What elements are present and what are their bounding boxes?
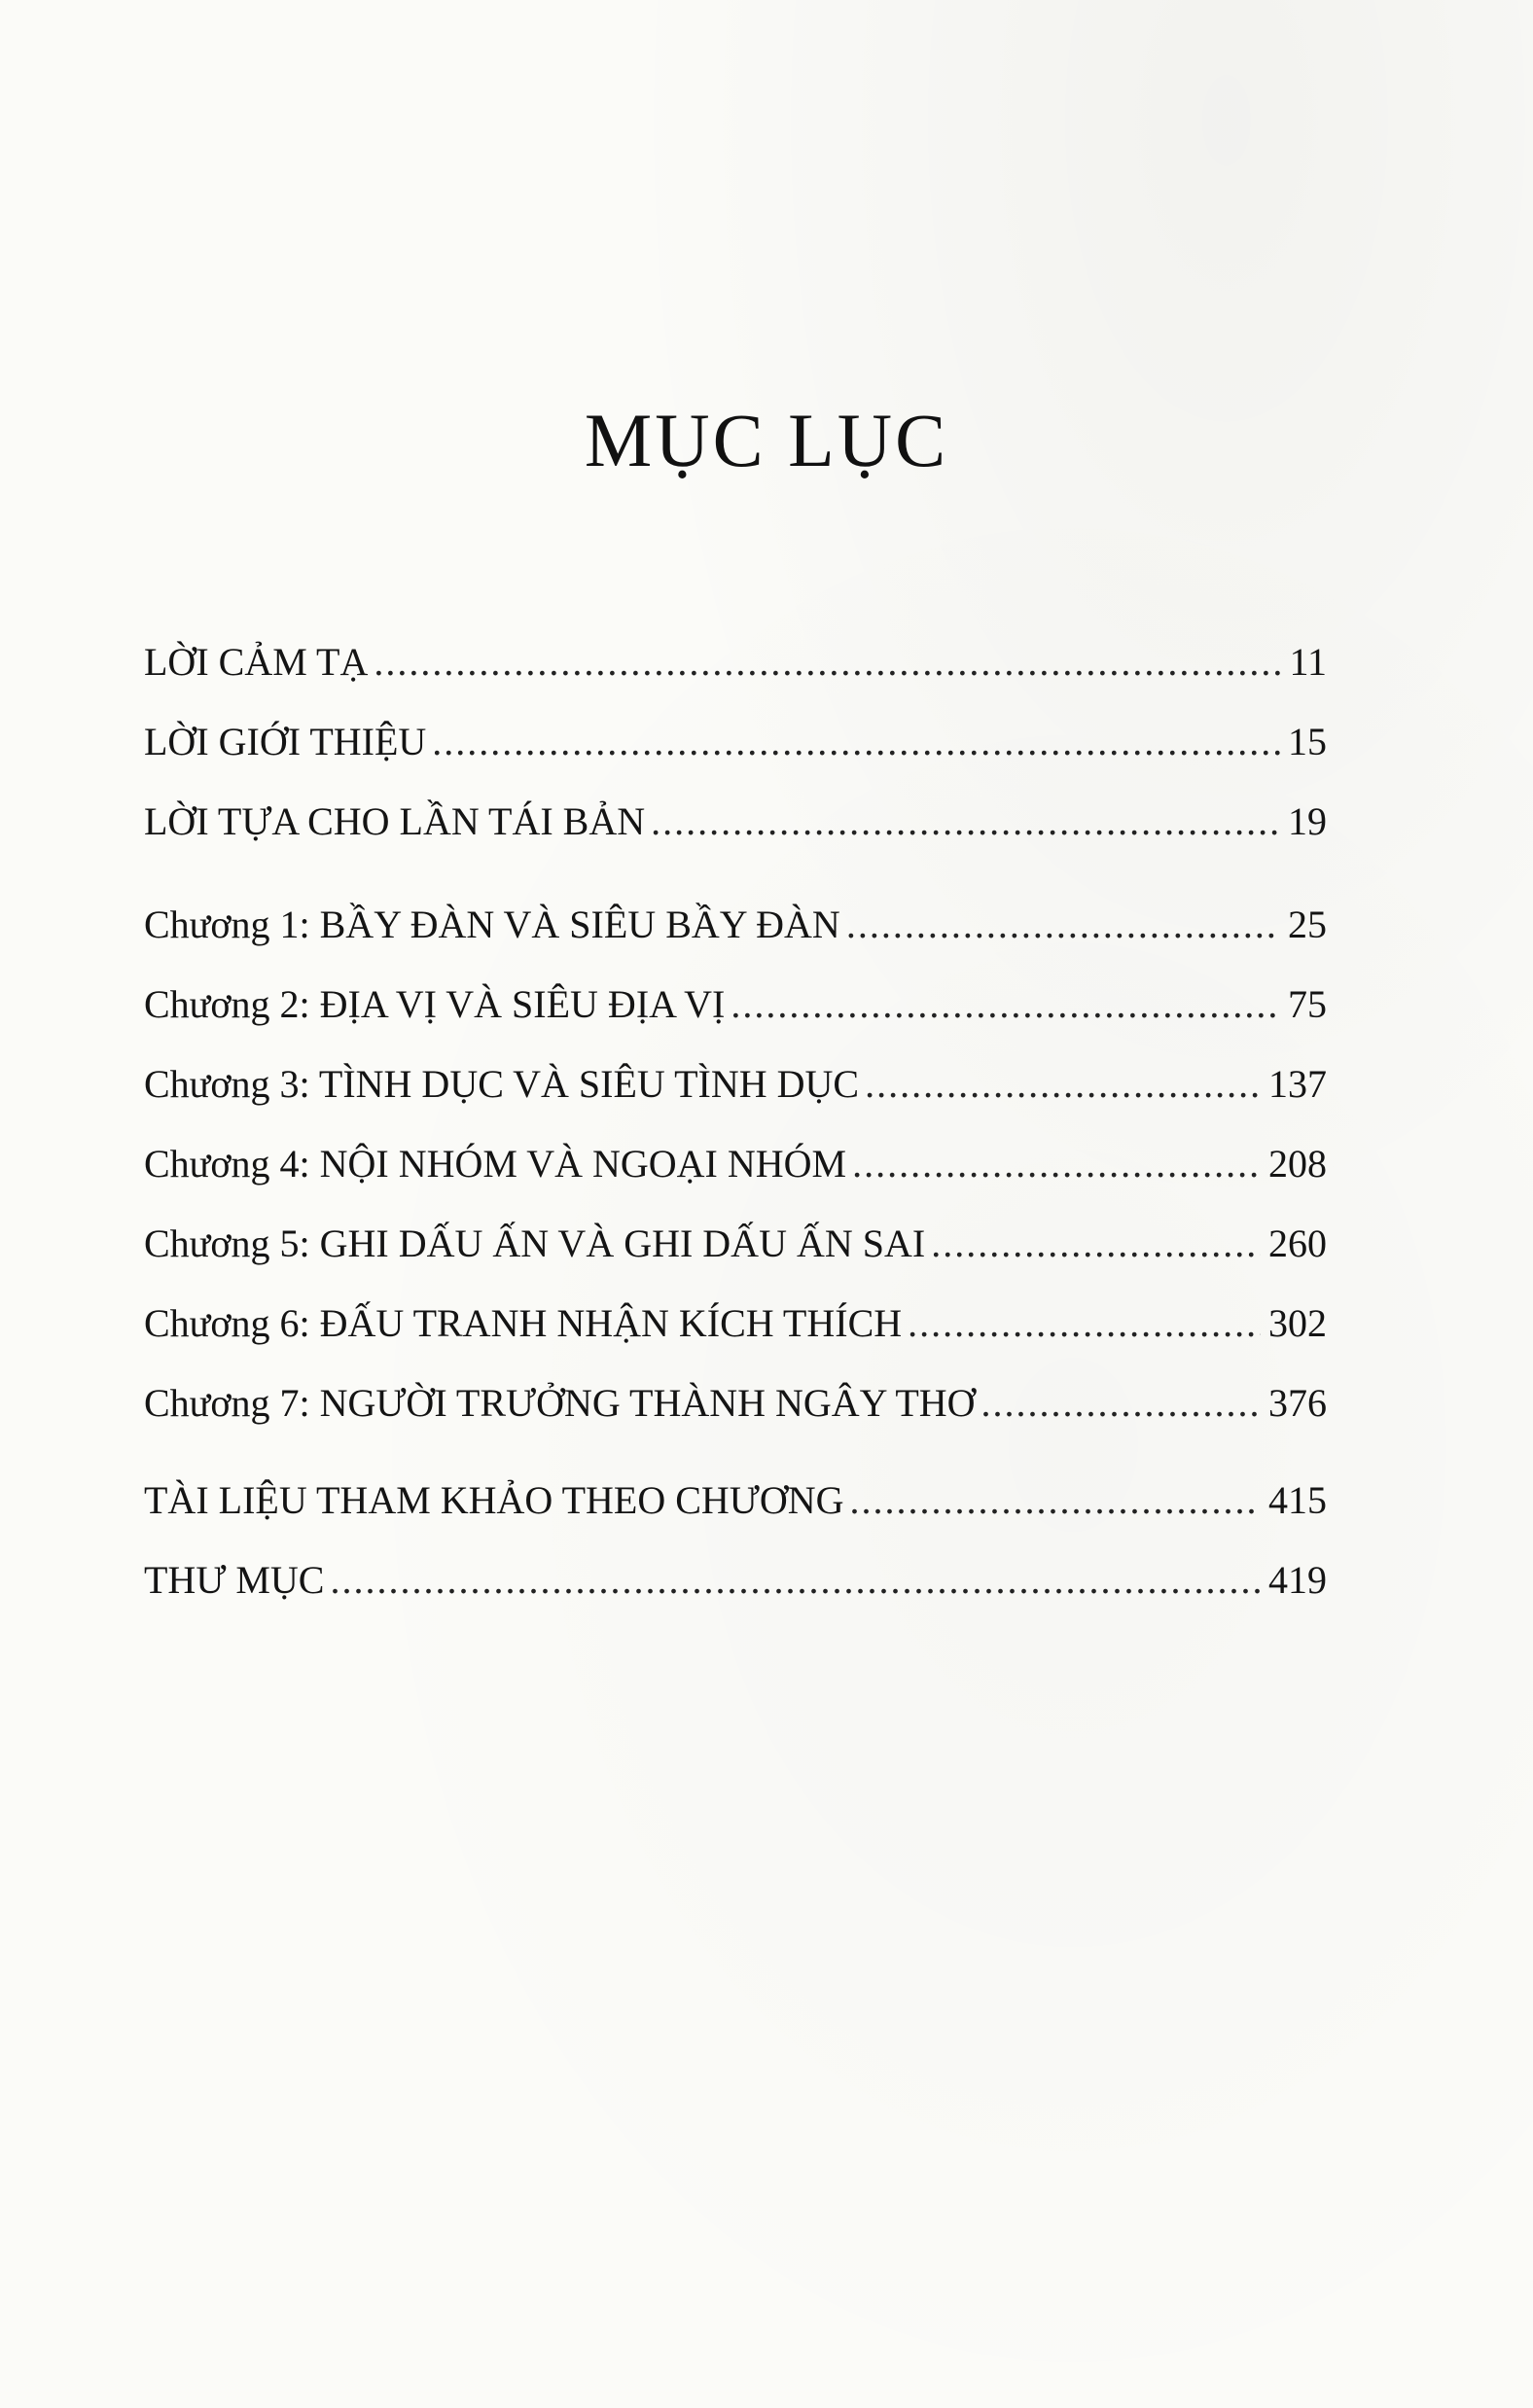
- toc-entry-front-3: [144, 782, 1327, 862]
- toc-page-number: 208: [1268, 1142, 1327, 1186]
- toc-entry-label: Chương 3: TÌNH DỤC VÀ SIÊU TÌNH DỤC: [144, 1062, 860, 1106]
- toc-entry-label: Chương 5: GHI DẤU ẤN VÀ GHI DẤU ẤN SAI: [144, 1222, 926, 1265]
- toc-entry-chapter-2: [144, 965, 1327, 1045]
- toc-entry-label: LỜI TỰA CHO LẦN TÁI BẢN: [144, 799, 646, 843]
- toc-entry-chapter-1: [144, 885, 1327, 965]
- toc-page-number: 19: [1288, 799, 1327, 843]
- toc-page-number: 25: [1288, 903, 1327, 946]
- toc-page-number: 419: [1268, 1558, 1327, 1602]
- toc-entry-label: Chương 6: ĐẤU TRANH NHẬN KÍCH THÍCH: [144, 1301, 903, 1345]
- toc-entry-label: LỜI GIỚI THIỆU: [144, 720, 427, 763]
- toc-entry-chapter-3: [144, 1045, 1327, 1124]
- toc-page-number: 15: [1288, 720, 1327, 763]
- toc-entry-label: Chương 2: ĐỊA VỊ VÀ SIÊU ĐỊA VỊ: [144, 982, 726, 1026]
- toc-page-number: 302: [1268, 1301, 1327, 1345]
- toc-page-number: 137: [1268, 1062, 1327, 1106]
- dot-leader: [931, 1204, 1261, 1284]
- toc-page-number: 376: [1268, 1381, 1327, 1425]
- toc-page-number: 415: [1268, 1478, 1327, 1522]
- toc-entry-front-1: [144, 622, 1327, 702]
- dot-leader: [374, 622, 1281, 702]
- section-gap: [144, 862, 1327, 885]
- dot-leader: [432, 702, 1280, 782]
- dot-leader: [852, 1124, 1261, 1204]
- dot-leader: [865, 1045, 1261, 1124]
- dot-leader: [850, 1461, 1262, 1540]
- toc-entry-label: Chương 7: NGƯỜI TRƯỞNG THÀNH NGÂY THƠ: [144, 1381, 976, 1425]
- toc-entry-chapter-7: [144, 1363, 1327, 1443]
- toc-entry-label: Chương 4: NỘI NHÓM VÀ NGOẠI NHÓM: [144, 1142, 847, 1186]
- dot-leader: [908, 1284, 1261, 1363]
- table-of-contents: [144, 622, 1327, 1620]
- toc-page-number: 75: [1288, 982, 1327, 1026]
- toc-entry-front-2: [144, 702, 1327, 782]
- toc-entry-back-2: [144, 1540, 1327, 1620]
- toc-entry-label: TÀI LIỆU THAM KHẢO THEO CHƯƠNG: [144, 1478, 844, 1522]
- dot-leader: [981, 1363, 1261, 1443]
- section-gap: [144, 1443, 1327, 1461]
- toc-entry-label: LỜI CẢM TẠ: [144, 640, 369, 684]
- toc-entry-chapter-5: [144, 1204, 1327, 1284]
- dot-leader: [331, 1540, 1262, 1620]
- dot-leader: [651, 782, 1280, 862]
- toc-page-number: 260: [1268, 1222, 1327, 1265]
- dot-leader: [731, 965, 1280, 1045]
- page-title: MỤC LỤC: [584, 398, 949, 483]
- toc-entry-label: Chương 1: BẦY ĐÀN VÀ SIÊU BẦY ĐÀN: [144, 903, 840, 946]
- toc-page-number: 11: [1289, 640, 1327, 684]
- toc-entry-chapter-4: [144, 1124, 1327, 1204]
- toc-entry-chapter-6: [144, 1284, 1327, 1363]
- toc-entry-label: THƯ MỤC: [144, 1558, 325, 1602]
- dot-leader: [846, 885, 1280, 965]
- toc-entry-back-1: [144, 1461, 1327, 1540]
